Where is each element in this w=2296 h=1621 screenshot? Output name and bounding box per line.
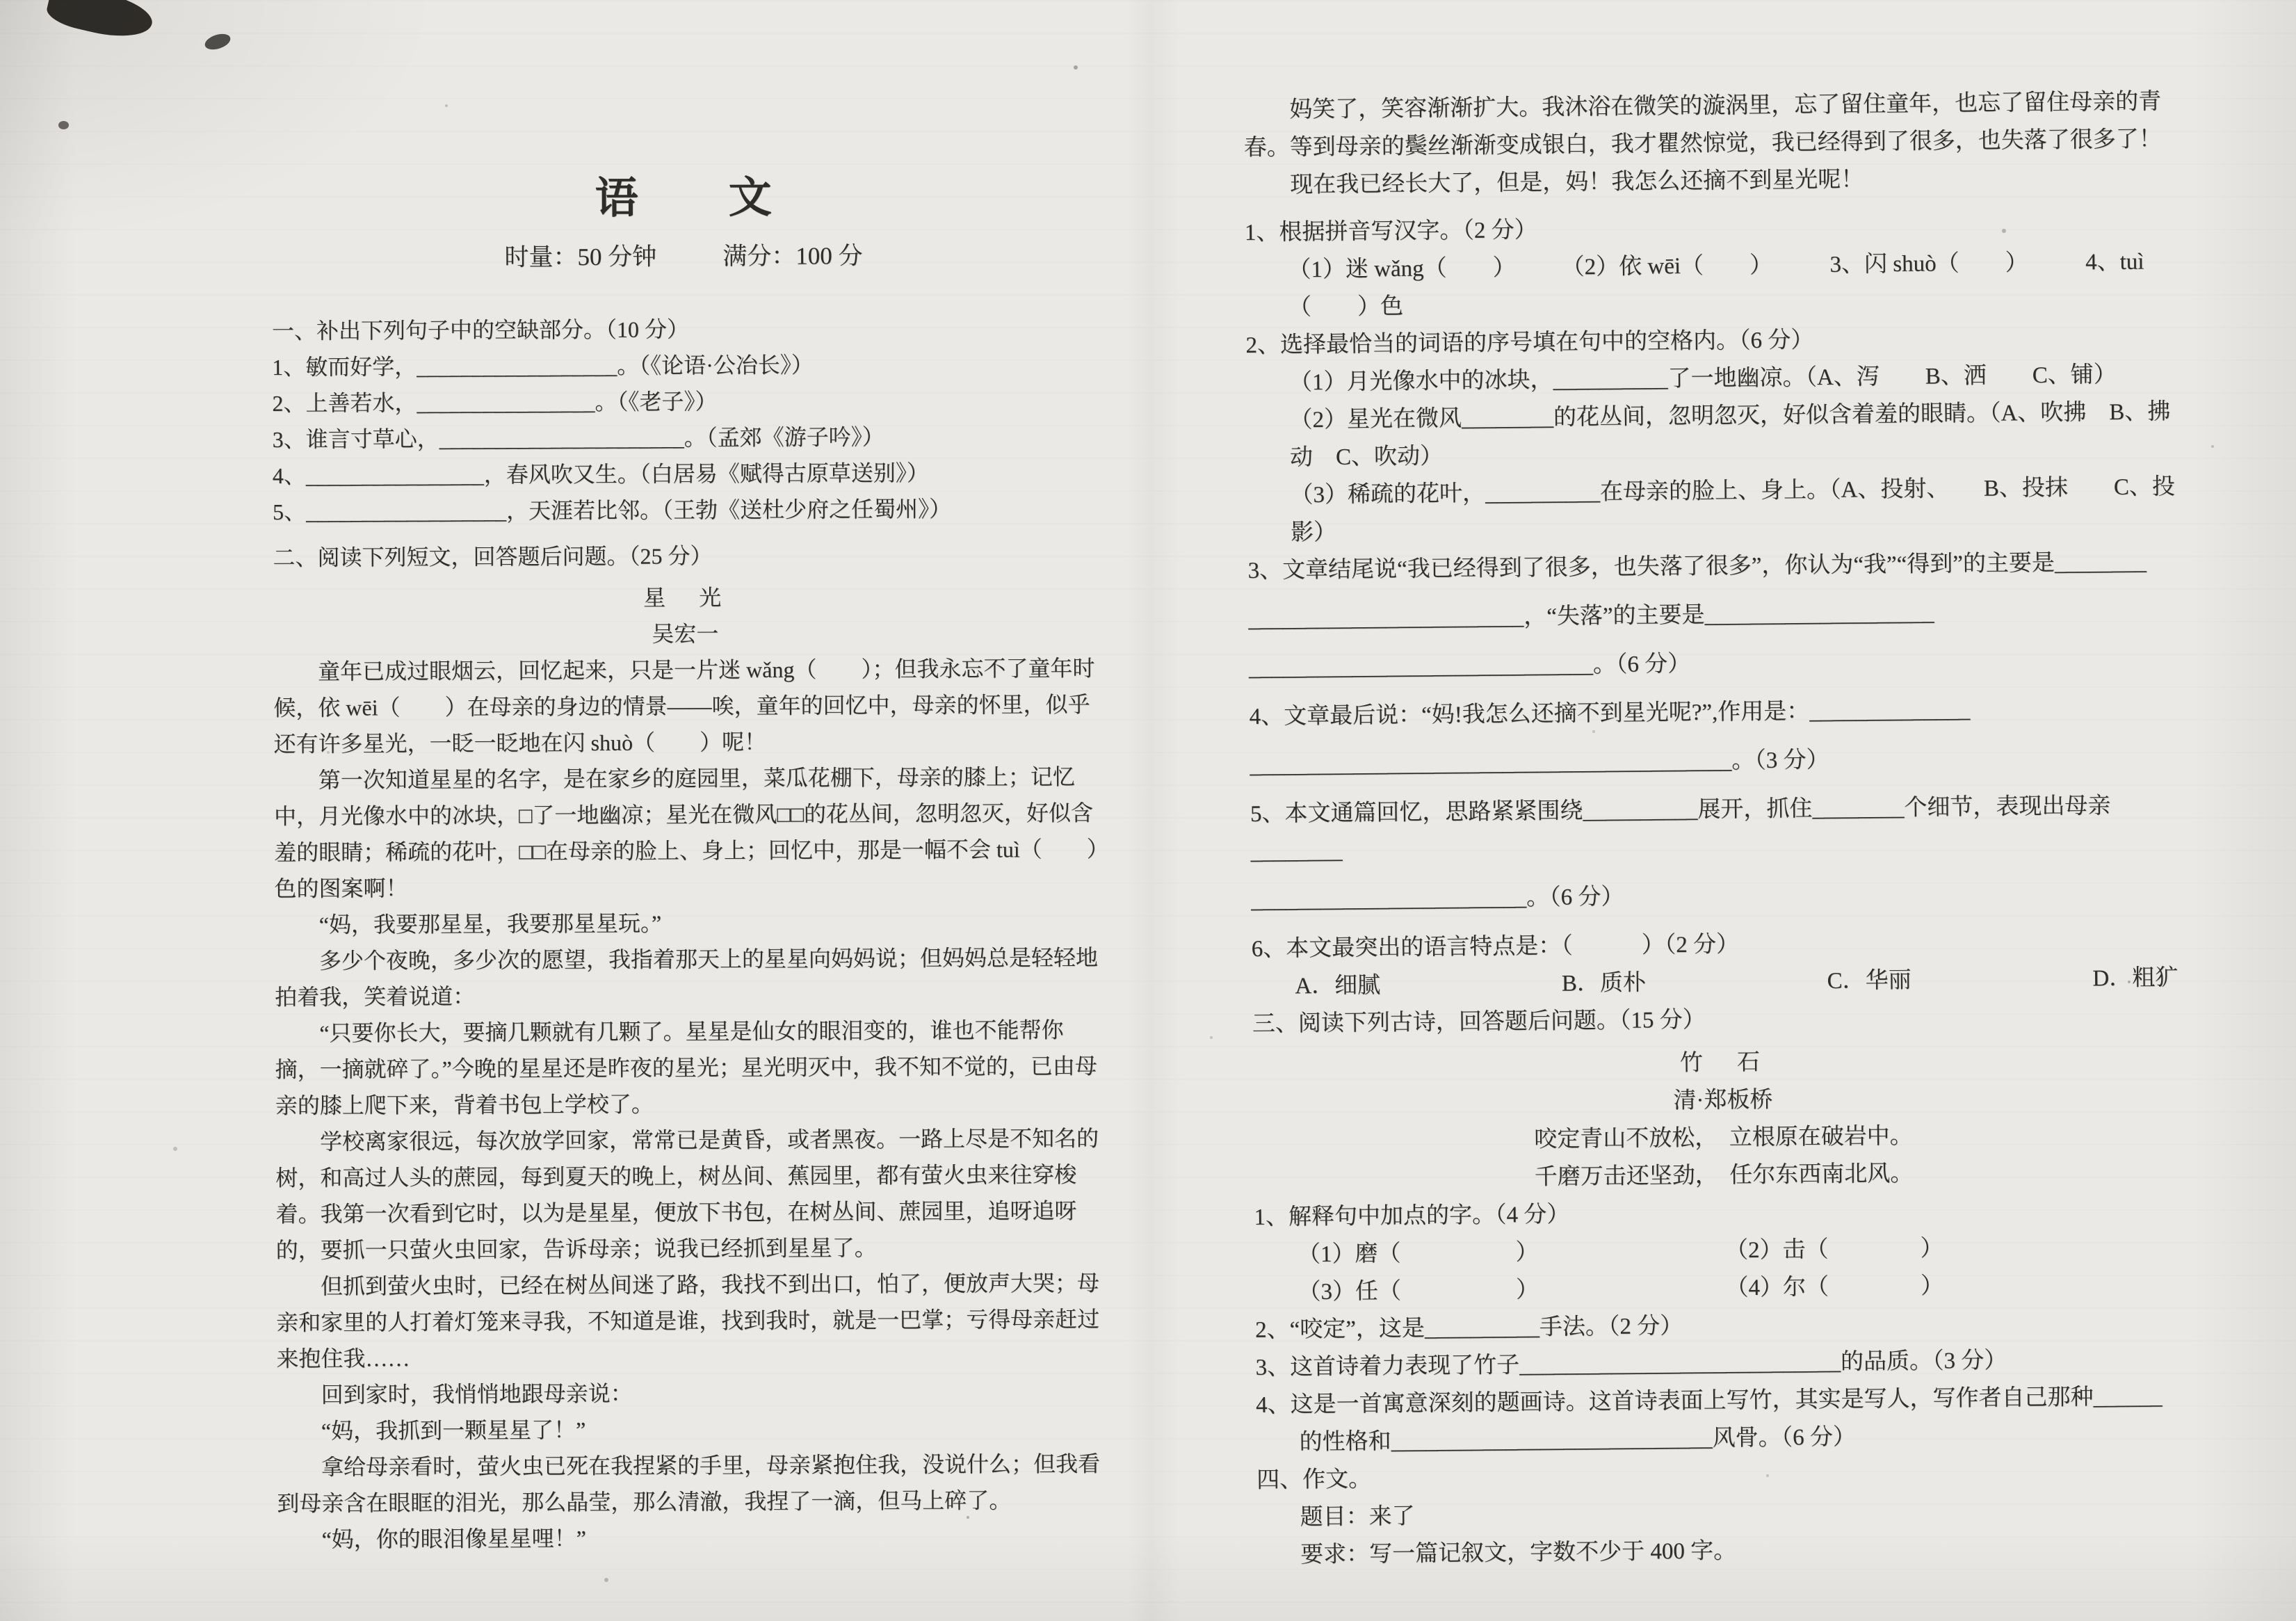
scan-smudge xyxy=(203,31,232,53)
question-2-heading: 2、选择最恰当的词语的序号填在句中的空格内。（6 分） xyxy=(1245,328,1814,358)
essay-paragraph: 拿给母亲看时，萤火虫已死在我捏紧的手里，母亲紧抱住我，没说什么；但我看到母亲含在眼眶的泪光，那么晶莹，那么清澈，我捏了一滴，但马上碎了。 xyxy=(277,1451,1101,1516)
fill-blank-item-5: 5、__________________，天涯若比邻。（王勃《送杜少府之任蜀州》） xyxy=(273,496,952,524)
question-1-heading: 1、根据拼音写汉字。（2 分） xyxy=(1244,217,1537,245)
question-4-answer-line: __________________________________________。（3 分） xyxy=(1250,747,1829,778)
poem-q1-item-2: （2）击（ ） xyxy=(1724,1236,1943,1264)
question-1-blanks: （1）迷 wǎng（ ） （2）依 wēi（ ） 3、闪 shuò（ ） 4、tuì（ ）色 xyxy=(1288,249,2144,321)
poem-question-4-line-1: 4、这是一首寓意深刻的题画诗。这首诗表面上写竹，其实是写人，写作者自己那种______ xyxy=(1255,1384,2162,1418)
poem-line: 咬定青山不放松， 立根原在破岩中。 xyxy=(1534,1123,1913,1153)
poem-question-4-line-2: 的性格和____________________________风骨。（6 分） xyxy=(1299,1424,1857,1455)
fill-blank-item-2: 2、上善若水，________________。（《老子》） xyxy=(272,389,718,416)
poem-question-3: 3、这首诗着力表现了竹子____________________________的品质。（3 分） xyxy=(1255,1348,2007,1380)
question-5-answer-line: ________________________。（6 分） xyxy=(1250,884,1624,913)
essay-paragraph: 但抓到萤火虫时，已经在树丛间迷了路，我找不到出口，怕了，便放声大哭；母亲和家里的人打着灯笼来寻我，不知道是谁，找到我时，就是一巴掌；亏得母亲赶过来抱住我…… xyxy=(276,1270,1100,1371)
essay-paragraph: 回到家时，我悄悄地跟母亲说： xyxy=(321,1380,633,1408)
section-one-heading: 一、补出下列句子中的空缺部分。（10 分） xyxy=(271,316,690,344)
page-right xyxy=(1243,83,2197,1574)
option-a: A．细腻 xyxy=(1295,973,1381,999)
question-2-item-1: （1）月光像水中的冰块，__________了一地幽凉。（A、泻 B、洒 C、铺） xyxy=(1288,362,2117,396)
essay-paragraph: 现在我已经长大了，但是，妈！我怎么还摘不到星光呢！ xyxy=(1290,167,1864,198)
section-four-heading: 四、作文。 xyxy=(1256,1467,1372,1493)
option-b: B．质朴 xyxy=(1561,970,1647,997)
section-two-heading: 二、阅读下列短文，回答题后问题。（25 分） xyxy=(273,543,713,570)
composition-requirement: 要求：写一篇记叙文，字数不少于 400 字。 xyxy=(1300,1538,1737,1568)
essay-paragraph: 童年已成过眼烟云，回忆起来，只是一片迷 wǎng（ ）；但我永忘不了童年时候，依 wēi（ ）在母亲的身边的情景——唉，童年的回忆中，母亲的怀里，似乎还有许多星光，一眨一眨地在闪 shuò（ ）呢！ xyxy=(273,655,1095,757)
essay-paragraph: “妈，我抓到一颗星星了！” xyxy=(321,1417,586,1444)
essay-paragraph: “妈，我要那星星，我要那星星玩。” xyxy=(318,910,662,937)
composition-topic: 题目：来了 xyxy=(1300,1503,1415,1531)
fill-blank-item-3: 3、谁言寸草心，______________________。（孟郊《游子吟》） xyxy=(272,424,884,452)
option-d: D．粗犷 xyxy=(2092,965,2178,992)
question-2-item-2: （2）星光在微风________的花丛间，忽明忽灭，好似含着羞的眼睛。（A、吹拂 B、拂动 C、吹动） xyxy=(1289,399,2171,471)
essay-paragraph: 多少个夜晚，多少次的愿望，我指着那天上的星星向妈妈说；但妈妈总是轻轻地拍着我，笑着说道： xyxy=(275,944,1099,1010)
page-left xyxy=(271,172,1101,1558)
page-title: 语 文 xyxy=(595,174,795,223)
question-4-line-1: 4、文章最后说：“妈!我怎么还摘不到星光呢?”,作用是：______________ xyxy=(1249,697,1971,729)
question-3-answer-line: ______________________________。（6 分） xyxy=(1248,651,1691,681)
fill-blank-item-1: 1、敏而好学，__________________。（《论语·公冶长》） xyxy=(272,352,814,380)
question-2-item-3: （3）稀疏的花叶，__________在母亲的脸上、身上。（A、投射、 B、投抹 C、投影） xyxy=(1290,474,2176,546)
essay-paragraph: 学校离家很远，每次放学回家，常常已是黄昏，或者黑夜。一路上尽是不知名的树，和高过人头的蔗园，每到夏天的晚上，树丛间、蕉园里，都有萤火虫来往穿梭着。我第一次看到它时，以为是星星，便放下书包，在树丛间、蔗园里，追呀追呀的，要抓一只萤火虫回家，告诉母亲；说我已经抓到星星了。 xyxy=(275,1125,1099,1263)
essay-paragraph: “只要你长大，要摘几颗就有几颗了。星星是仙女的眼泪变的，谁也不能帮你摘，一摘就碎了。”今晚的星星还是昨夜的星光；星光明灭中，我不知不觉的，已由母亲的膝上爬下来，背着书包上学校了。 xyxy=(275,1017,1097,1118)
question-3-line-1: 3、文章结尾说“我已经得到了很多，也失落了很多”，你认为“我”“得到”的主要是________ xyxy=(1247,549,2147,583)
meta-full-score: 满分：100 分 xyxy=(722,242,863,271)
option-c: C．华丽 xyxy=(1827,967,1911,994)
scan-smudge xyxy=(58,121,69,129)
poem-question-1-blanks xyxy=(1254,1227,2195,1312)
poem-question-1-heading: 1、解释句中加点的字。（4 分） xyxy=(1254,1202,1570,1230)
poem-author: 清·郑板桥 xyxy=(1673,1087,1773,1114)
scan-specks xyxy=(0,0,3,3)
scan-smudge xyxy=(44,0,156,45)
fill-blank-item-4: 4、________________，春风吹又生。（白居易《赋得古原草送别》） xyxy=(272,460,929,488)
question-6-heading: 6、本文最突出的语言特点是：（ ）（2 分） xyxy=(1251,932,1740,962)
paper-meta xyxy=(271,237,1095,277)
essay-paragraph: “妈，你的眼泪像星星哩！” xyxy=(321,1526,587,1552)
poem-q1-item-4: （4）尔（ ） xyxy=(1725,1273,1944,1301)
poem-question-2: 2、“咬定”，这是__________手法。（2 分） xyxy=(1254,1314,1683,1343)
poem-title: 竹 石 xyxy=(1679,1049,1766,1076)
section-three-heading: 三、阅读下列古诗，回答题后问题。（15 分） xyxy=(1252,1007,1706,1037)
essay-author: 吴宏一 xyxy=(652,621,719,647)
question-5-line-1: 5、本文通篇回忆，思路紧紧围绕__________展开，抓住________个细节，表现出母亲________ xyxy=(1250,793,2111,864)
meta-duration: 时量：50 分钟 xyxy=(504,243,657,271)
essay-paragraph: 妈笑了，笑容渐渐扩大。我沐浴在微笑的漩涡里，忘了留住童年，也忘了留住母亲的青春。等到母亲的鬓丝渐渐变成银白，我才瞿然惊觉，我已经得到了很多，也失落了很多了！ xyxy=(1243,89,2162,161)
poem-line: 千磨万击还坚劲， 任尔东西南北风。 xyxy=(1534,1161,1914,1191)
poem-q1-item-3: （3）任（ ） xyxy=(1297,1277,1539,1305)
essay-title: 星 光 xyxy=(643,585,727,611)
poem-q1-item-1: （1）磨（ ） xyxy=(1297,1240,1539,1268)
essay-paragraph: 第一次知道星星的名字，是在家乡的庭园里，菜瓜花棚下，母亲的膝上；记忆中，月光像水中的冰块，□了一地幽凉；星光在微风□□的花丛间，忽明忽灭，好似含羞的眼睛；稀疏的花叶，□□在母亲的脸上、身上；回忆中，那是一幅不会 tuì（ ）色的图案啊！ xyxy=(273,764,1098,901)
question-3-answer-line: ________________________，“失落”的主要是____________________ xyxy=(1248,600,1934,632)
